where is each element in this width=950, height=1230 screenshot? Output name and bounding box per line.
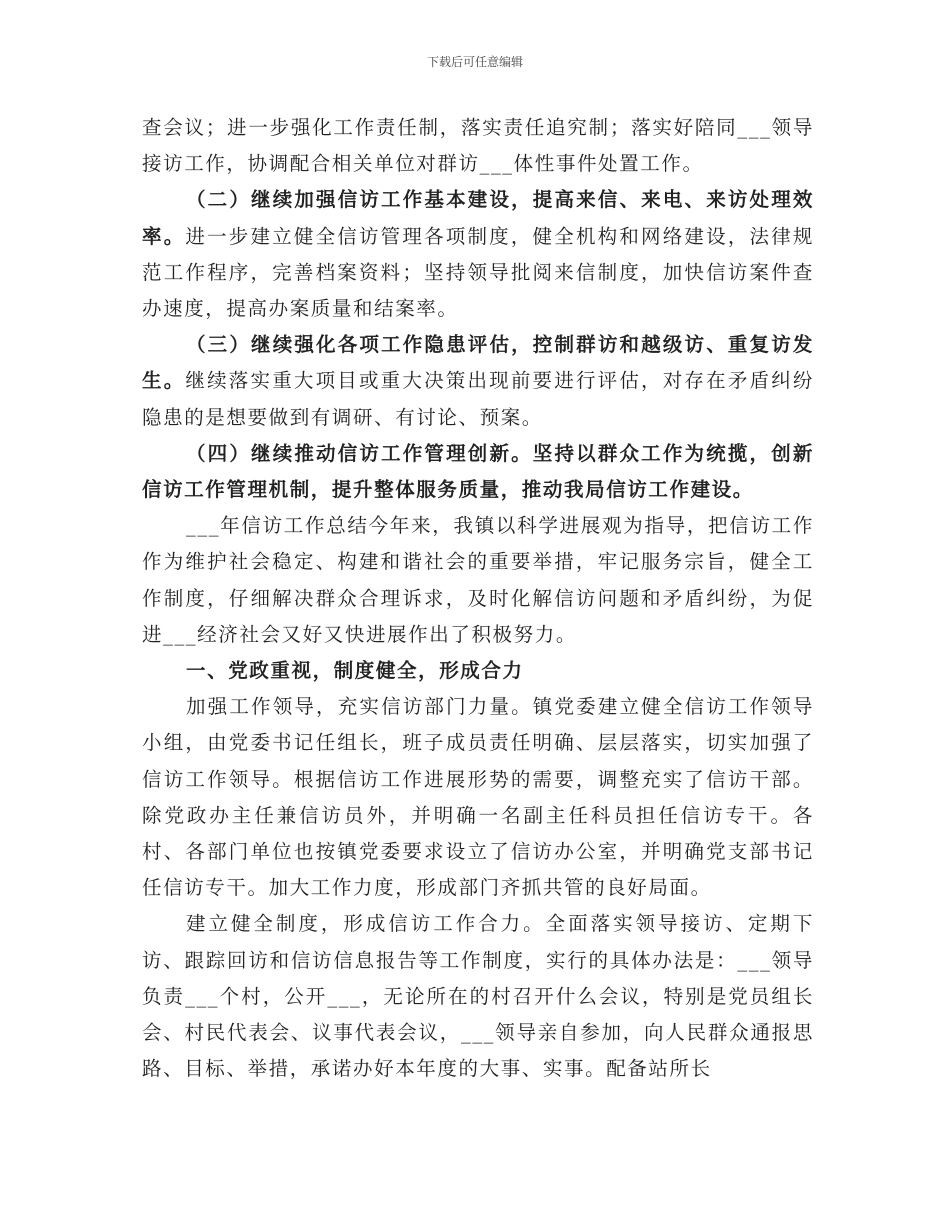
paragraph-5 [142,508,814,653]
paragraph-text: 查会议；进一步强化工作责任制，落实责任追究制；落实好陪同___领导接访工作，协调配合相关单位对群访___体性事件处置工作。 [142,116,814,176]
page-header: 下载后可任意编辑 [426,55,523,69]
paragraph-text: 加强工作领导，充实信访部门力量。镇党委建立健全信访工作领导小组，由党委书记任组长，班子成员责任明确、层层落实，切实加强了信访工作领导。根据信访工作进展形势的需要，调整充实了信访干部。除党政办主任兼信访员外，并明确一名副主任科员担任信访专干。各村、各部门单位也按镇党委要求设立了信访办公室，并明确党支部书记任信访专干。加大工作力度，形成部门齐抓共管的良好局面。 [142,695,814,900]
paragraph-2 [142,182,814,327]
paragraph-text: 建立健全制度，形成信访工作合力。全面落实领导接访、定期下访、跟踪回访和信访信息报告等工作制度，实行的具体办法是：___领导负责___个村，公开___，无论所在的村召开什么会议，特别是党员组长会、村民代表会、议事代表会议，___领导亲自参加，向人民群众通报思路、目标、举措，承诺办好本年度的大事、实事。配备站所长 [142,912,814,1081]
paragraph-text: 继续落实重大项目或重大决策出现前要进行评估，对存在矛盾纠纷隐患的是想要做到有调研、有讨论、预案。 [142,369,815,429]
paragraph-1 [142,110,814,182]
paragraph-4 [142,436,814,508]
section-heading-text: 一、党政重视，制度健全，形成合力 [186,659,524,683]
paragraph-heading: （三）继续强化各项工作隐患评估，控制群访和越级访、重复访发生。 [142,333,814,393]
paragraph-heading: （四）继续推动信访工作管理创新。坚持以群众工作为统揽，创新信访工作管理机制，提升整体服务质量，推动我局信访工作建设。 [142,441,814,502]
paragraph-7 [142,689,814,906]
paragraph-text: 进一步建立健全信访管理各项制度，健全机构和网络建设，法律规范工作程序，完善档案资料；坚持领导批阅来信制度，加快信访案件查办速度，提高办案质量和结案率。 [142,224,815,321]
section-heading [142,653,814,689]
document-body [142,110,814,1087]
paragraph-8 [142,906,814,1087]
paragraph-heading: （二）继续加强信访工作基本建设，提高来信、来电、来访处理效率。 [142,188,814,248]
paragraph-3 [142,327,814,436]
paragraph-text: ___年信访工作总结今年来，我镇以科学进展观为指导，把信访工作作为维护社会稳定、构建和谐社会的重要举措，牢记服务宗旨，健全工作制度，仔细解决群众合理诉求，及时化解信访问题和矛盾纠纷，为促进___经济社会又好又快进展作出了积极努力。 [142,514,814,646]
